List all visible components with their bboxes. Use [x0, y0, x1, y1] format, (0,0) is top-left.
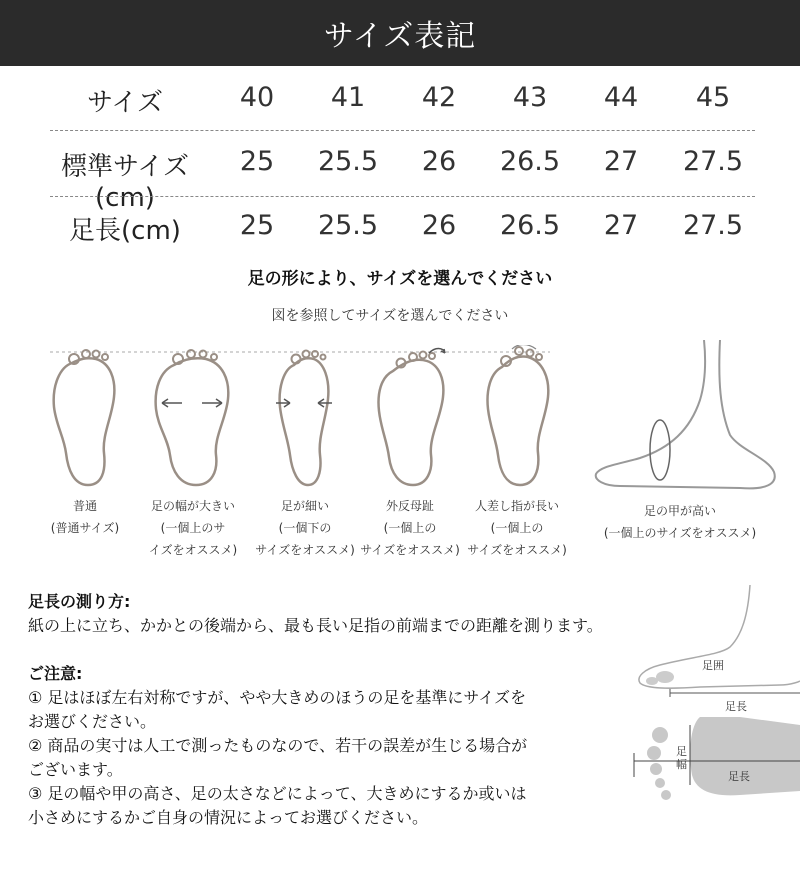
foot-shape-heading: 足の形により、サイズを選んでください: [247, 269, 553, 289]
table-cell: 40: [239, 82, 275, 113]
caption-line: 足の甲が高い: [643, 504, 716, 518]
table-cell: 25: [239, 146, 275, 177]
foot-caption: [128, 495, 258, 561]
foot-type-high-instep: [590, 340, 790, 550]
caption-line: (普通サイズ): [50, 521, 120, 535]
table-cell: 25.5: [317, 210, 379, 241]
caption-line: イズをオススメ): [148, 543, 238, 557]
size-table: [0, 66, 800, 258]
table-cell: 27.5: [682, 210, 744, 241]
row-divider: [50, 196, 755, 197]
caption-line: (一個上の: [383, 521, 437, 535]
row-label: 標準サイズ(cm): [61, 152, 189, 213]
table-cell: 43: [512, 82, 548, 113]
label-length-top: 足長: [725, 700, 747, 713]
notice-line: ① 足はほぼ左右対称ですが、やや大きめのほうの足を基準にサイズを: [28, 688, 527, 707]
table-cell: 42: [421, 82, 457, 113]
row-divider: [50, 130, 755, 131]
label-length-bottom: 足長: [728, 770, 750, 783]
bunion-foot-icon: [355, 345, 465, 495]
page-header: [0, 0, 800, 66]
foot-outline-icon: [30, 345, 140, 495]
caption-line: 足の幅が大きい: [150, 499, 235, 513]
measurement-figure: [630, 585, 800, 835]
caption-line: サイズをオススメ): [255, 543, 355, 557]
foot-type-normal: [30, 345, 140, 565]
high-instep-foot-icon: [590, 340, 790, 500]
table-cell: 26: [421, 146, 457, 177]
foot-caption: [570, 500, 790, 544]
spacer: [28, 638, 678, 662]
foot-caption: [452, 495, 582, 561]
notice-line: お選びください。: [28, 712, 157, 731]
foot-type-wide: [138, 345, 248, 565]
caption-line: 人差し指が長い: [474, 499, 559, 513]
narrow-foot-icon: [250, 345, 360, 495]
table-row-standard-size: [0, 130, 800, 213]
label-girth: 足囲: [702, 659, 724, 672]
caption-line: サイズをオススメ): [360, 543, 460, 557]
notice-line: ございます。: [28, 760, 123, 779]
caption-line: 外反母趾: [385, 499, 434, 513]
table-row-foot-length: [0, 194, 800, 258]
caption-line: (一個上のサイズをオススメ): [603, 526, 757, 540]
table-cell: 44: [603, 82, 639, 113]
notice-line: ③ 足の幅や甲の高さ、足の太さなどによって、大きめにするか或いは: [28, 784, 527, 803]
notice-title: ご注意:: [28, 664, 83, 683]
foot-type-long-second-toe: [462, 345, 572, 565]
caption-line: 普通: [72, 499, 97, 513]
table-cell: 27.5: [682, 146, 744, 177]
caption-line: (一個上のサ: [160, 521, 226, 535]
long-toe-foot-icon: [462, 345, 572, 495]
caption-line: 足が細い: [280, 499, 329, 513]
table-cell: 26.5: [499, 146, 561, 177]
foot-type-narrow: [250, 345, 360, 565]
table-cell: 26.5: [499, 210, 561, 241]
wide-foot-icon: [138, 345, 248, 495]
foot-measure-icon: [630, 585, 800, 835]
table-row-size: [0, 66, 800, 130]
measure-text: 紙の上に立ち、かかとの後端から、最も長い足指の前端までの距離を測ります。: [28, 616, 603, 635]
notice-line: ② 商品の実寸は人工で測ったものなので、若干の誤差が生じる場合が: [28, 736, 528, 755]
table-cell: 26: [421, 210, 457, 241]
label-width: 足幅: [676, 745, 687, 771]
table-cell: 45: [695, 82, 731, 113]
measure-title: 足長の測り方:: [28, 592, 131, 611]
table-cell: 27: [603, 210, 639, 241]
table-cell: 41: [330, 82, 366, 113]
caption-line: (一個下の: [278, 521, 332, 535]
table-cell: 25: [239, 210, 275, 241]
table-cell: 27: [603, 146, 639, 177]
caption-line: (一個上の: [490, 521, 544, 535]
row-label: 足長(cm): [69, 216, 181, 246]
table-cell: 25.5: [317, 146, 379, 177]
notes-section: [28, 590, 678, 830]
foot-shape-subheading: 図を参照してサイズを選んでください: [271, 308, 509, 324]
notice-line: 小さめにするかご自身の情況によってお選びください。: [28, 808, 429, 827]
caption-line: サイズをオススメ): [467, 543, 567, 557]
row-label: サイズ: [87, 88, 163, 118]
page-title: サイズ表記: [323, 19, 477, 54]
foot-type-bunion: [355, 345, 465, 565]
